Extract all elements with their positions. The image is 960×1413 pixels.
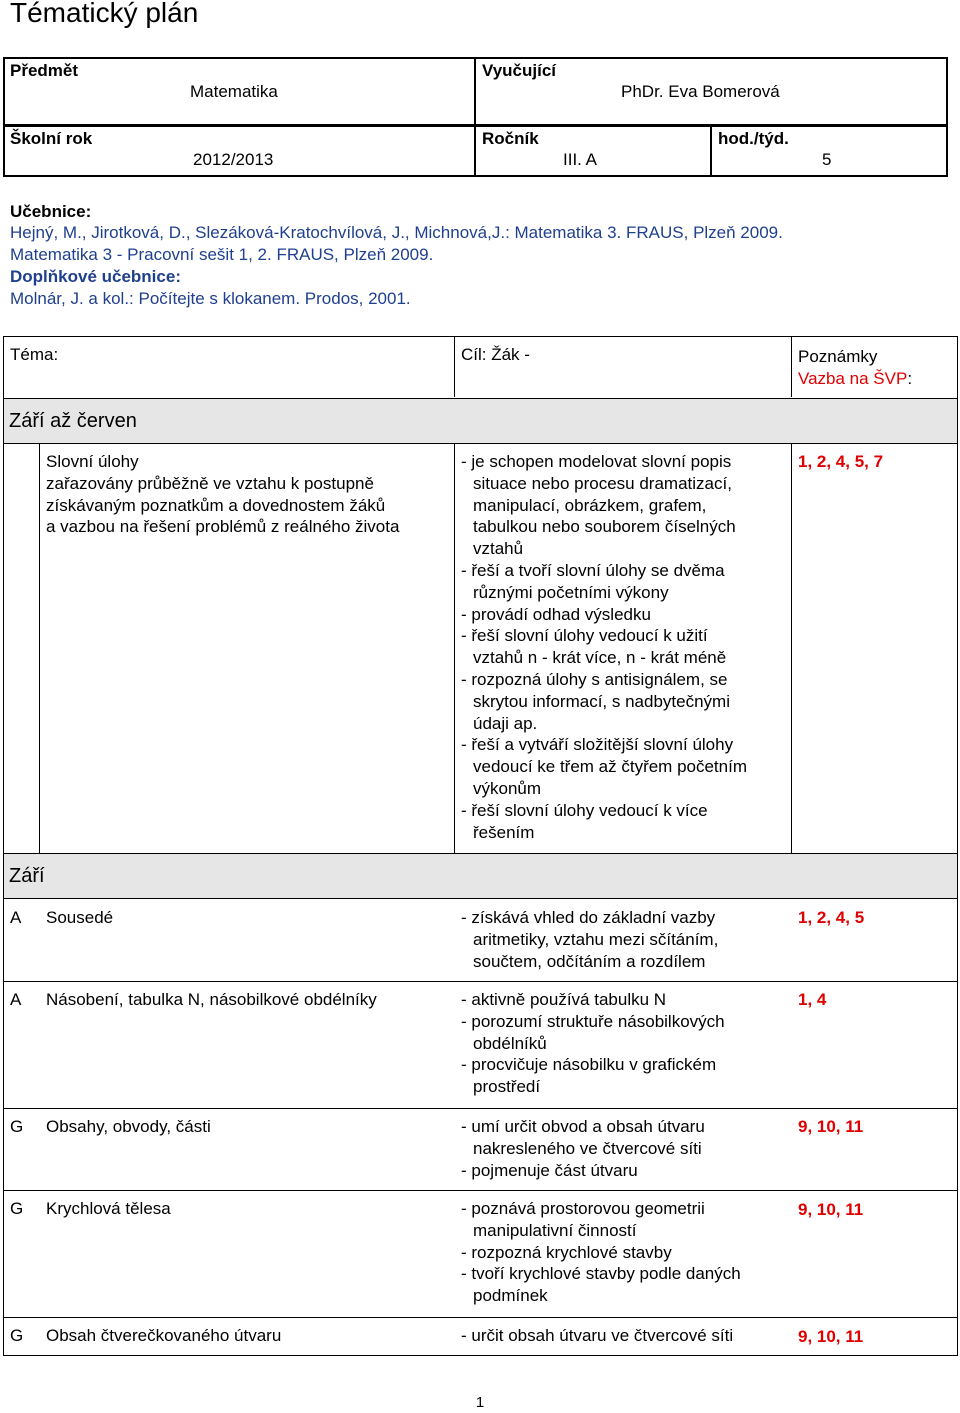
topic-cell: Obsah čtverečkovaného útvaru	[46, 1326, 282, 1345]
section-header	[4, 398, 957, 444]
subject-value: Matematika	[190, 82, 278, 101]
col-topic-header: Téma:	[10, 345, 59, 364]
topic-cell: Sousedé	[46, 908, 114, 927]
textbooks-label: Učebnice:	[10, 202, 92, 221]
supplementary-label: Doplňkové učebnice:	[10, 267, 181, 286]
teacher-label: Vyučující	[482, 61, 557, 80]
year-value: 2012/2013	[193, 150, 274, 169]
svp-cell: 9, 10, 11	[798, 1327, 864, 1346]
section-title: Září	[9, 865, 45, 887]
topic-cell: Obsahy, obvody, části	[46, 1117, 211, 1136]
goal-cell: - určit obsah útvaru ve čtvercové síti	[461, 1326, 734, 1345]
goal-cell: - umí určit obvod a obsah útvaru nakresleného ve čtvercové síti - pojmenuje část útvaru	[461, 1117, 705, 1180]
row-code: G	[10, 1117, 24, 1136]
page-number: 1	[475, 1394, 485, 1411]
hours-label: hod./týd.	[718, 129, 789, 148]
grade-value: III. A	[563, 150, 598, 169]
svp-cell: 1, 2, 4, 5, 7	[798, 452, 884, 471]
svp-cell: 9, 10, 11	[798, 1200, 864, 1219]
year-label: Školní rok	[10, 129, 93, 148]
col-goal-header: Cíl: Žák -	[461, 345, 530, 364]
svp-cell: 9, 10, 11	[798, 1117, 864, 1136]
row-code: G	[10, 1326, 24, 1345]
goal-cell: - poznává prostorovou geometrii manipulativní činností - rozpozná krychlové stavby - tvoří krychlové stavby podle daných podmínek	[461, 1199, 741, 1306]
svp-cell: 1, 2, 4, 5	[798, 908, 865, 927]
topic-cell: Slovní úlohy zařazovány průběžně ve vztahu k postupně získávaným poznatkům a dovednostem žáků a vazbou na řešení problémů z reálného života	[46, 452, 400, 537]
row-code: A	[10, 908, 22, 927]
goal-cell: - aktivně používá tabulku N - porozumí struktuře násobilkových obdélníků - procvičuje násobilku v grafickém prostředí	[461, 990, 725, 1097]
goal-cell: - získává vhled do základní vazby aritmetiky, vztahu mezi sčítáním, součtem, odčítáním a rozdílem	[461, 908, 719, 971]
goal-cell: - je schopen modelovat slovní popis situace nebo procesu dramatizací, manipulací, obrázkem, grafem, tabulkou nebo souborem číselných vztahů - řeší a tvoří slovní úlohy se dvěma různými početními výkony - provádí odhad výsledku - řeší slovní úlohy vedoucí k užití vztahů n - krát více, n - krát méně - rozpozná úlohy s antisignálem, se skrytou informací, s nadbytečnými údaji ap. - řeší a vytváří složitější slovní úlohy vedoucí ke třem až čtyřem početním výkonům - řeší slovní úlohy vedoucí k více řešením	[461, 452, 747, 842]
subject-label: Předmět	[10, 61, 79, 80]
topic-cell: Krychlová tělesa	[46, 1199, 171, 1218]
supplementary-line: Molnár, J. a kol.: Počítejte s klokanem. Prodos, 2001.	[10, 289, 411, 308]
col-notes-header: Poznámky	[798, 347, 878, 366]
page-title: Tématický plán	[10, 0, 199, 28]
row-code: G	[10, 1199, 24, 1218]
topic-cell: Násobení, tabulka N, násobilkové obdélníky	[46, 990, 377, 1009]
textbooks-line-2: Matematika 3 - Pracovní sešit 1, 2. FRAUS, Plzeň 2009.	[10, 245, 434, 264]
row-code: A	[10, 990, 22, 1009]
grade-label: Ročník	[482, 129, 539, 148]
svp-cell: 1, 4	[798, 990, 827, 1009]
hours-value: 5	[822, 150, 832, 169]
col-svp-header: Vazba na ŠVP:	[798, 369, 913, 388]
textbooks-line-1: Hejný, M., Jirotková, D., Slezáková-Kratochvílová, J., Michnová,J.: Matematika 3. FRAUS, Plzeň 2009.	[10, 223, 783, 242]
teacher-value: PhDr. Eva Bomerová	[621, 82, 780, 101]
section-header	[4, 853, 957, 899]
section-title: Září až červen	[9, 410, 137, 432]
